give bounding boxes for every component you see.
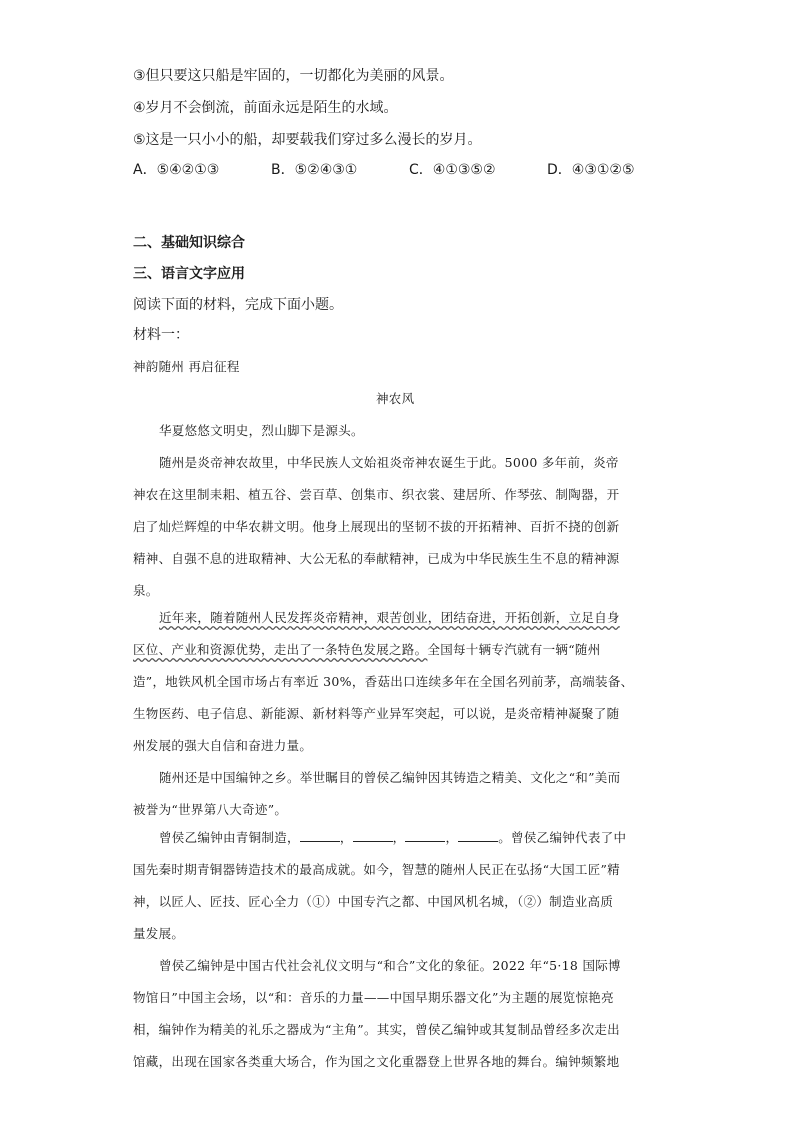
paragraph-3-line-1: [159, 608, 620, 628]
paragraph-2-line-2: 神农在这里制耒耜、植五谷、尝百草、创集市、织衣裳、建居所、作琴弦、制陶器，开: [133, 487, 620, 502]
paragraph-2-line-1: 随州是炎帝神农故里，中华民族人文始祖炎帝神农诞生于此。5000 多年前，炎帝: [159, 455, 619, 470]
sentence-4: ④岁月不会倒流，前面永远是陌生的水域。: [133, 100, 398, 116]
paragraph-5-line-3: 神，以匠人、匠技、匠心全力（①）中国专汽之都、中国风机名城，（②）制造业高质: [133, 894, 614, 909]
material-label: 材料一：: [133, 327, 189, 343]
paragraph-3-line-5: 州发展的强大自信和奋进力量。: [133, 738, 313, 753]
paragraph-4-line-2: 被誉为“世界第八大奇迹”。: [133, 802, 288, 817]
section-heading-2: 二、基础知识综合: [133, 235, 245, 251]
fill-blank-4[interactable]: [458, 829, 498, 842]
paragraph-3-line-2: 区位、产业和资源优势，走出了一条特色发展之路。全国每十辆专汽就有一辆“随州: [133, 642, 601, 657]
material-subtitle: 神韵随州 再启征程: [133, 359, 240, 374]
paragraph-4-line-1: 随州还是中国编钟之乡。举世瞩目的曾侯乙编钟因其铸造之精美、文化之“和”美而: [159, 770, 621, 785]
paragraph-1-line-1: 华夏悠悠文明史，烈山脚下是源头。: [159, 423, 364, 438]
fill-blank-3[interactable]: [405, 829, 445, 842]
section-heading-3: 三、语言文字应用: [133, 266, 245, 282]
paragraph-6-line-4: 馆藏，出现在国家各类重大场合，作为国之文化重器登上世界各地的舞台。编钟频繁地: [133, 1054, 620, 1069]
paragraph-5-line-2: 国先秦时期青铜器铸造技术的最高成就。如今，智慧的随州人民正在弘扬“大国工匠”精: [133, 862, 620, 877]
option-d[interactable]: D．④③①②⑤: [547, 162, 635, 178]
paragraph-5-line-1: 曾侯乙编钟由青铜制造， ， ， ， 。曾侯乙编钟代表了中: [159, 830, 627, 845]
paragraph-3-line-4: 生物医药、电子信息、新能源、新材料等产业异军突起，可以说，是炎帝精神凝聚了随: [133, 706, 620, 721]
paragraph-5-line-4: 量发展。: [133, 926, 185, 941]
reading-instruction: 阅读下面的材料，完成下面小题。: [133, 297, 343, 313]
paragraph-6-line-2: 物馆日”中国主会场，以“和：音乐的力量——中国早期乐器文化”为主题的展览惊艳亮: [133, 990, 614, 1005]
sentence-3: ③但只要这只船是牢固的，一切都化为美丽的风景。: [133, 68, 454, 84]
sentence-5: ⑤这是一只小小的船，却要载我们穿过多么漫长的岁月。: [133, 132, 482, 148]
article-title: 神农风: [376, 391, 415, 406]
wavy-underlined-text: 区位、产业和资源优势，走出了一条特色发展之路。: [133, 642, 428, 657]
paragraph-6-line-1: 曾侯乙编钟是中国古代社会礼仪文明与“和合”文化的象征。2022 年“5·18 国际博: [159, 958, 621, 973]
answer-options: [133, 160, 685, 180]
paragraph-3-line-3: 造”，地铁风机全国市场占有率近 30%，香菇出口连续多年在全国名列前茅，高端装备、: [133, 674, 634, 689]
paragraph-2-line-3: 启了灿烂辉煌的中华农耕文明。他身上展现出的坚韧不拔的开拓精神、百折不挠的创新: [133, 519, 620, 534]
option-c[interactable]: C．④①③⑤②: [409, 162, 496, 178]
paragraph-2-line-5: 泉。: [133, 583, 159, 598]
paragraph-2-line-4: 精神、自强不息的进取精神、大公无私的奉献精神，已成为中华民族生生不息的精神源: [133, 551, 620, 566]
option-b[interactable]: B．⑤②④③①: [271, 162, 358, 178]
fill-blank-1[interactable]: [300, 829, 340, 842]
paragraph-6-line-3: 相，编钟作为精美的礼乐之器成为“主角”。其实，曾侯乙编钟或其复制品曾经多次走出: [133, 1022, 620, 1037]
wavy-underlined-text: 近年来，随着随州人民发挥炎帝精神，艰苦创业，团结奋进，开拓创新，立足自身: [159, 610, 620, 625]
fill-blank-2[interactable]: [353, 829, 393, 842]
option-a[interactable]: A．⑤④②①③: [133, 162, 220, 178]
